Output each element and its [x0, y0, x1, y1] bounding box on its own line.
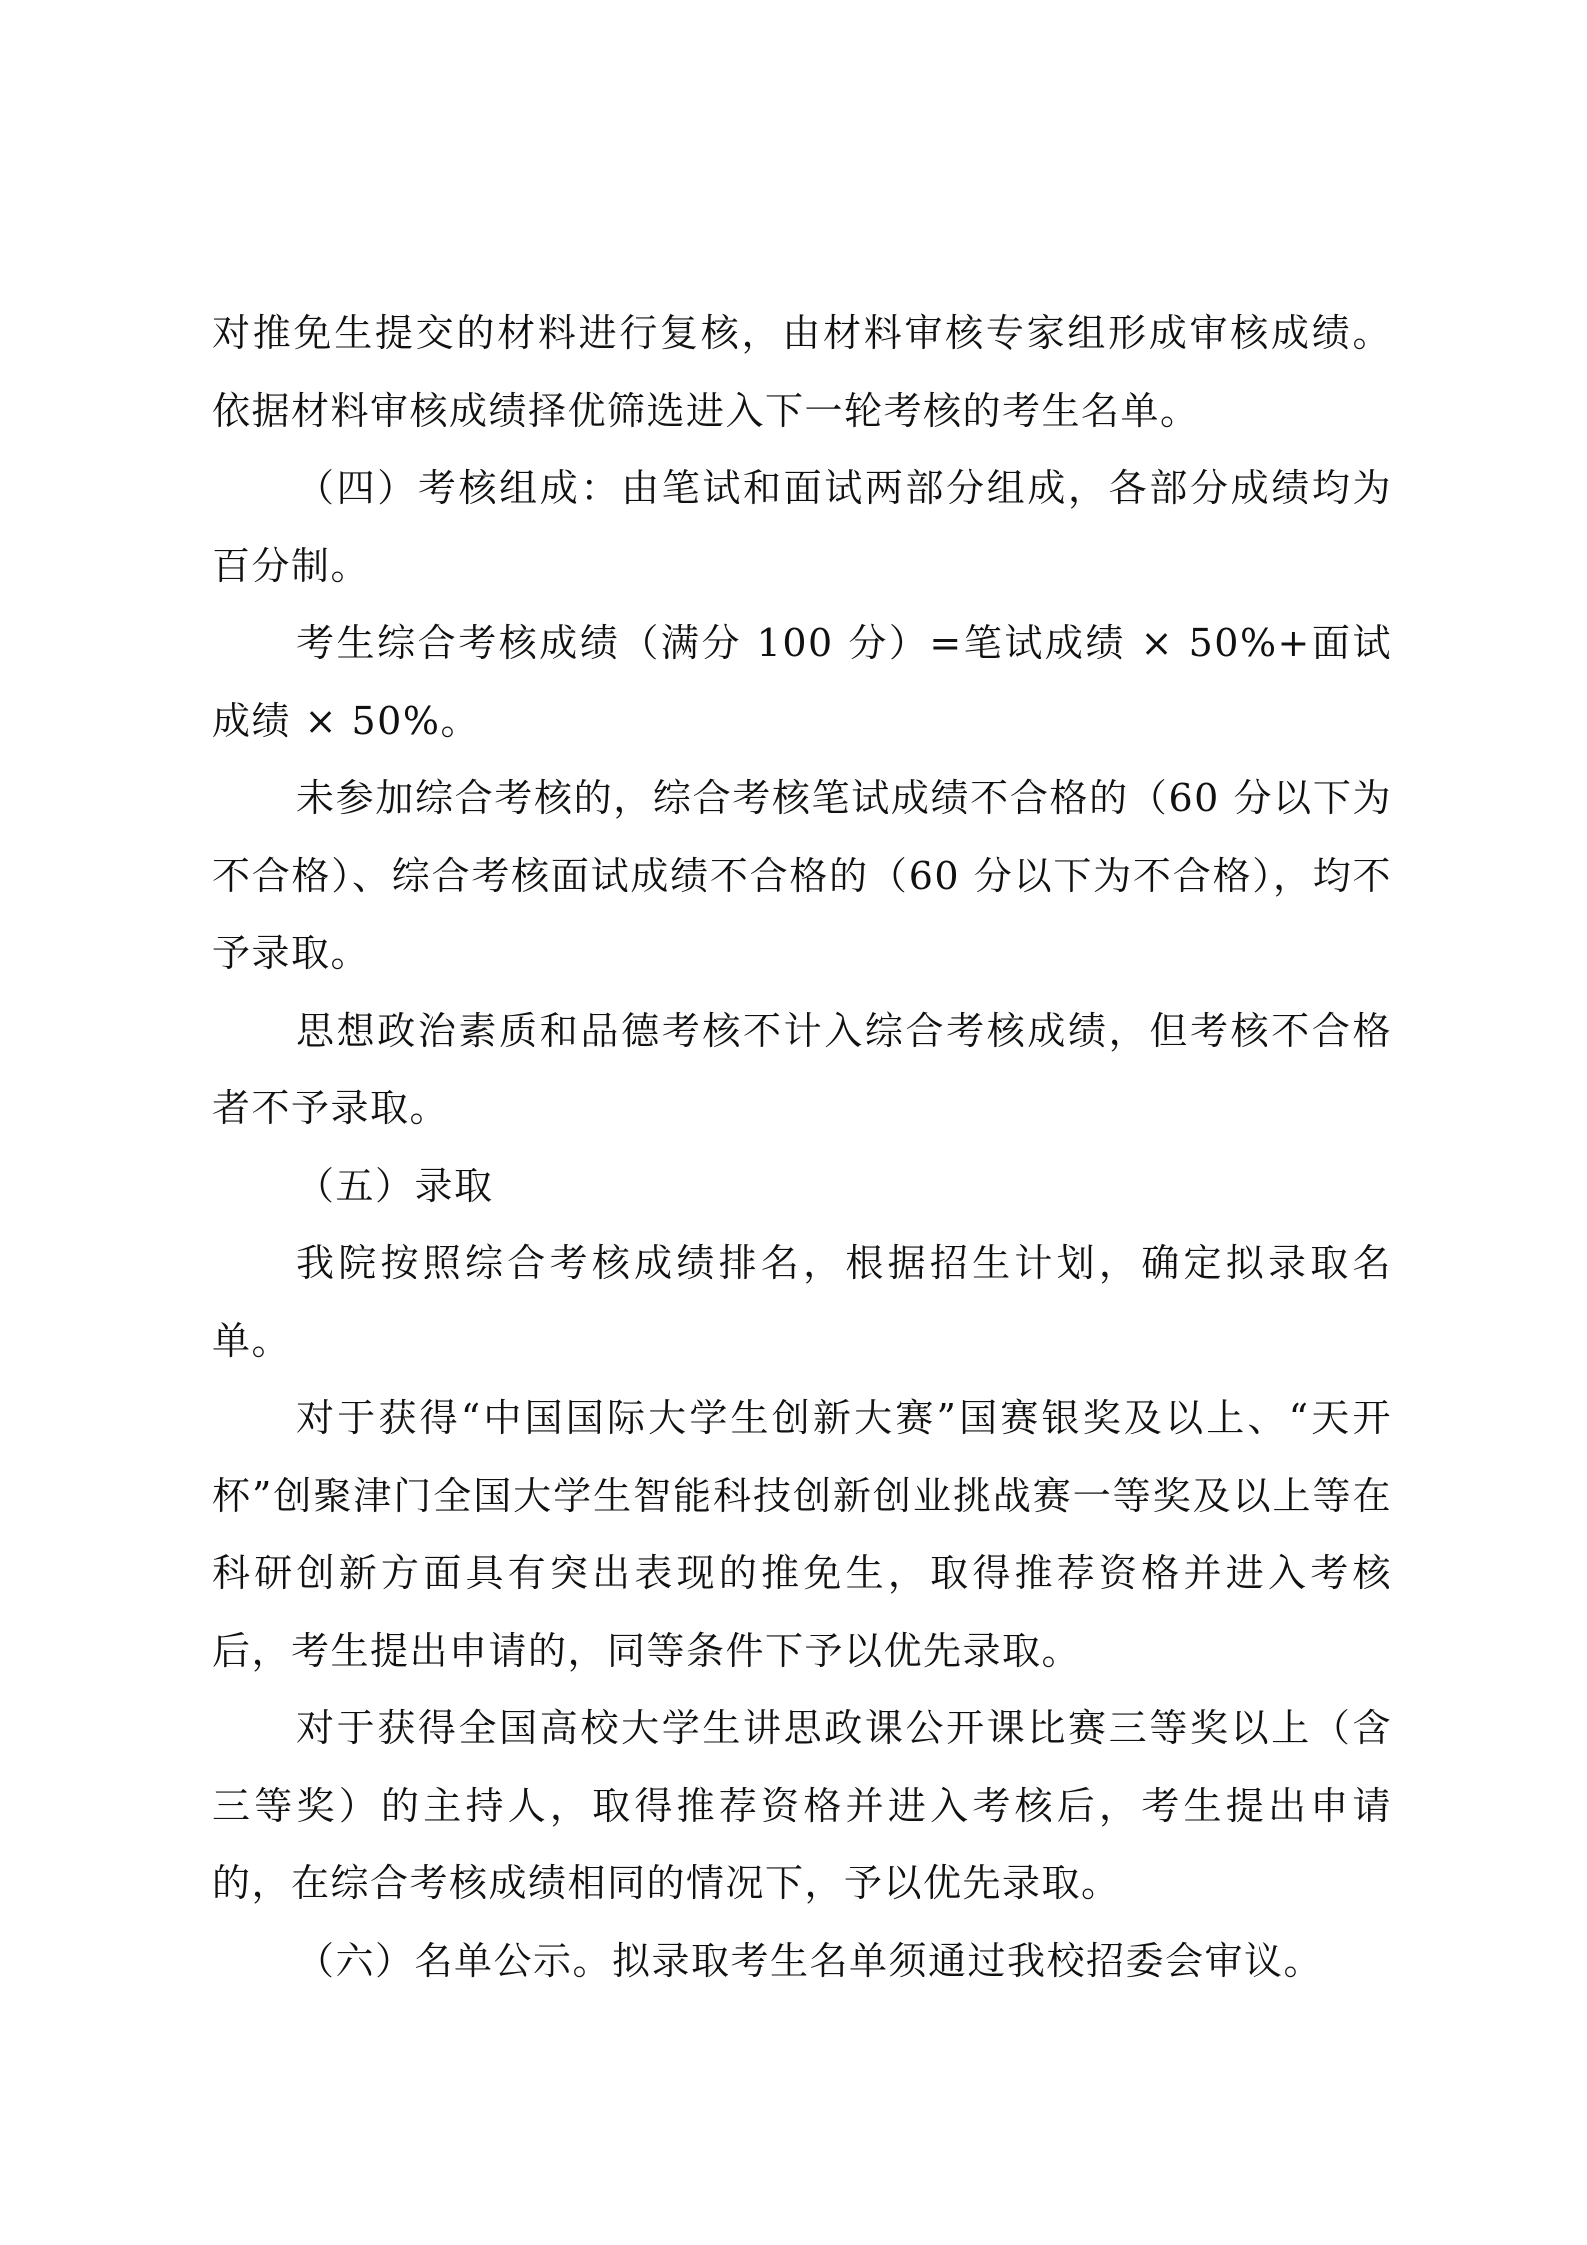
paragraph-course-contest-priority: 对于获得全国高校大学生讲思政课公开课比赛三等奖以上（含三等奖）的主持人，取得推荐资格并进入考核后，考生提出申请的，在综合考核成绩相同的情况下，予以优先录取。	[212, 1706, 1392, 1905]
paragraph-ranking: 我院按照综合考核成绩排名，根据招生计划，确定拟录取名单。	[212, 1241, 1392, 1363]
section-heading-admission: （五）录取	[296, 1163, 494, 1208]
paragraph-political-assessment: 思想政治素质和品德考核不计入综合考核成绩，但考核不合格者不予录取。	[212, 1008, 1392, 1130]
document-body	[212, 295, 1392, 2000]
paragraph-innovation-priority: 对于获得“中国国际大学生创新大赛”国赛银奖及以上、“天开杯”创聚津门全国大学生智能科技创新创业挑战赛一等奖及以上等在科研创新方面具有突出表现的推免生，取得推荐资格并进入考核后，考生提出申请的，同等条件下予以优先录取。	[212, 1396, 1392, 1673]
paragraph-assessment-composition: （四）考核组成：由笔试和面试两部分组成，各部分成绩均为百分制。	[212, 466, 1392, 588]
paragraph-list-publicity: （六）名单公示。拟录取考生名单须通过我校招委会审议。	[296, 1938, 1324, 1983]
paragraph-review-continuation: 对推免生提交的材料进行复核，由材料审核专家组形成审核成绩。依据材料审核成绩择优筛选进入下一轮考核的考生名单。	[212, 311, 1392, 433]
paragraph-disqualification: 未参加综合考核的，综合考核笔试成绩不合格的（60 分以下为不合格）、综合考核面试成绩不合格的（60 分以下为不合格），均不予录取。	[212, 776, 1392, 975]
paragraph-score-formula: 考生综合考核成绩（满分 100 分）=笔试成绩 × 50%+面试成绩 × 50%。	[212, 621, 1392, 743]
